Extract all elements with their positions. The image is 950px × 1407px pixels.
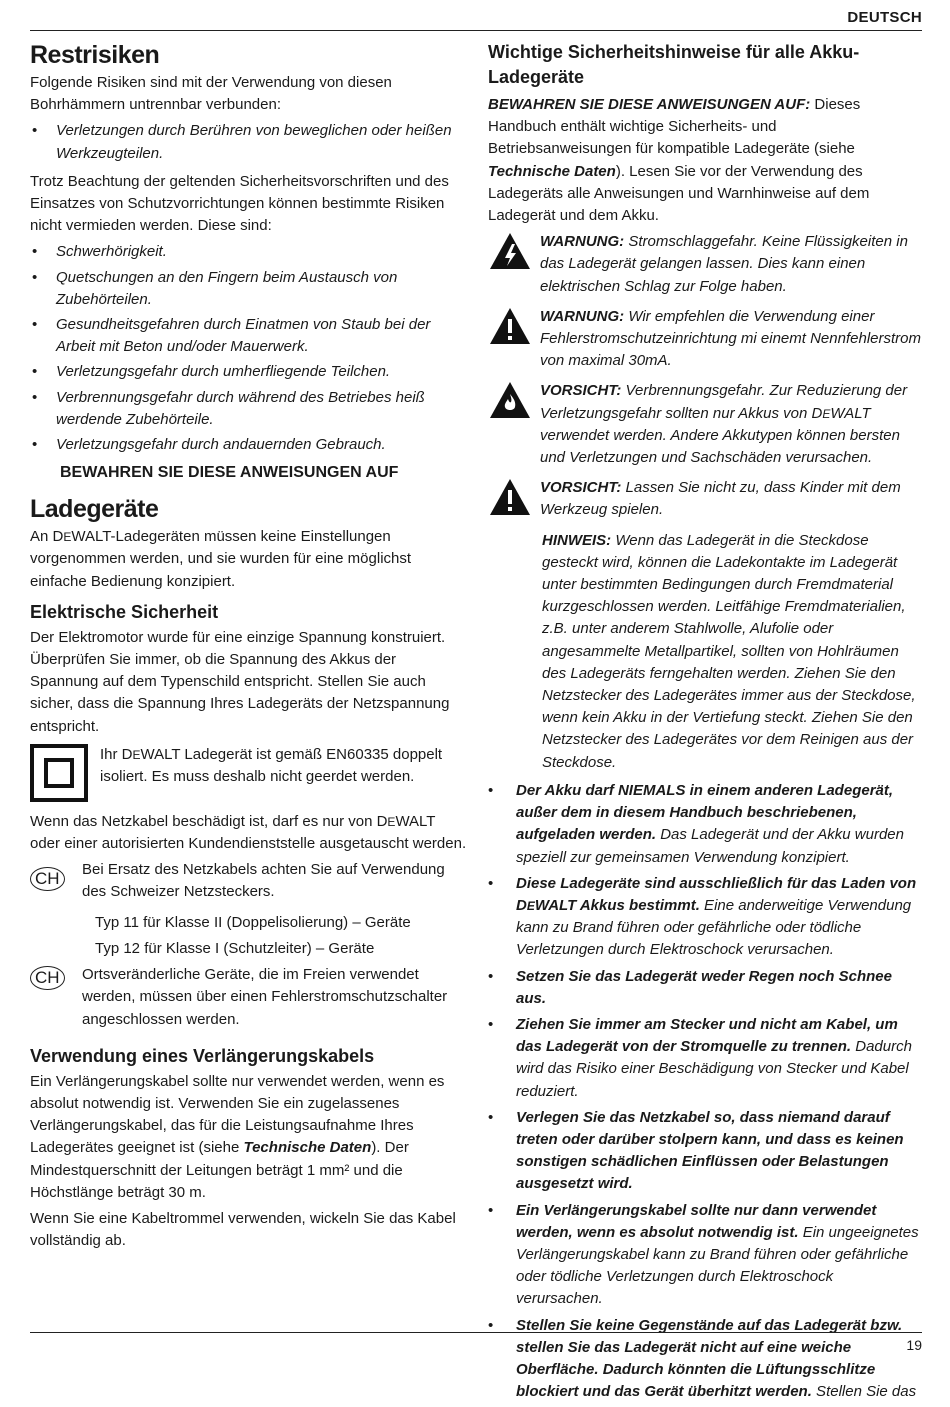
list-item: • Schwerhörigkeit.: [30, 241, 468, 263]
general-warning-icon: [488, 477, 540, 522]
ch-badge: CH: [30, 964, 82, 990]
section-title-verlaengerung: Verwendung eines Verlängerungskabels: [30, 1045, 375, 1066]
list-item: • Verbrennungsgefahr durch während des Betriebes heiß werdende Zubehörteile.: [30, 387, 468, 431]
ch-row-2: [30, 964, 468, 1035]
restrisiken-list-2: [30, 241, 468, 456]
section-title-sicherheitshinweise: Wichtige Sicherheitshinweise für alle Akku-Ladegeräte: [488, 42, 860, 87]
ch-row-1: [30, 859, 468, 907]
caution-burn-row: [488, 380, 922, 473]
list-item: • Ziehen Sie immer am Stecker und nicht am Kabel, um das Ladegerät von der Stromquelle zu trennen. Dadurch wird das Risiko einer Beschädigung von Stecker und Kabel reduziert.: [488, 1014, 922, 1103]
double-insulation-text: Ihr DEWALT Ladegerät ist gemäß EN60335 doppelt isoliert. Es muss deshalb nicht geerdet werden.: [100, 745, 443, 786]
caution-burn-text: VORSICHT: Verbrennungsgefahr. Zur Reduzierung der Verletzungsgefahr sollten nur Akkus von DEWALT verwendet werden. Andere Akkutypen können bersten und Verletzungen und Sachschäden verursachen.: [540, 382, 908, 467]
warning-rcd-row: [488, 306, 922, 377]
typ11-text: Typ 11 für Klasse II (Doppelisolierung) – Geräte: [95, 913, 411, 931]
restrisiken-intro: Folgende Risiken sind mit der Verwendung von diesen Bohrhämmern untrennbar verbunden:: [30, 74, 392, 114]
note-text: HINWEIS: Wenn das Ladegerät in die Steckdose gesteckt wird, können die Ladekontakte im Ladegerät unter bestimmten Bedingungen durch Fremdmaterial kurzgeschlossen werden. Leitfähige Fremdmaterialien, z.B. unter anderem Stahlwolle, Alufolie oder angesammelte Metallpartikel, sollten von Hohlräumen des Ladegeräts ferngehalten werden. Ziehen Sie den Netzstecker des Ladegerätes immer aus der Steckdose, wenn kein Akku in der Vertiefung steckt. Ziehen Sie den Netzstecker des Ladegerätes vor dem Reinigen aus der Steckdose.: [542, 531, 916, 771]
typ12-text: Typ 12 für Klasse I (Schutzleiter) – Geräte: [95, 939, 375, 957]
ch-text-2: Ortsveränderliche Geräte, die im Freien verwendet werden, müssen über einen Fehlerstromschutzschalter angeschlossen werden.: [82, 966, 448, 1028]
list-item: • Verletzungen durch Berühren von beweglichen oder heißen Werkzeugteilen.: [30, 120, 468, 164]
section-title-restrisiken: Restrisiken: [30, 41, 160, 69]
list-item: • Verletzungsgefahr durch andauernden Gebrauch.: [30, 434, 468, 456]
charger-safety-list: [488, 780, 922, 1403]
double-insulation-row: [30, 744, 468, 807]
right-column: [488, 40, 922, 1407]
list-item: • Gesundheitsgefahren durch Einatmen von Staub bei der Arbeit mit Beton und/oder Mauerwerk.: [30, 314, 468, 358]
header-rule: [30, 30, 922, 31]
header-language: DEUTSCH: [847, 9, 922, 26]
section-title-elektrische-sicherheit: Elektrische Sicherheit: [30, 601, 219, 622]
general-warning-icon: [488, 306, 540, 351]
warning-rcd-text: WARNUNG: Wir empfehlen die Verwendung einer Fehlerstromschutzeinrichtung mi einemt Nennfehlerstrom von maximal 30mA.: [540, 307, 921, 370]
warning-electric-row: [488, 231, 922, 302]
keep-instructions-heading: BEWAHREN SIE DIESE ANWEISUNGEN AUF: [60, 464, 399, 482]
restrisiken-text-2: Trotz Beachtung der geltenden Sicherheitsvorschriften und des Einsatzes von Schutzvorrichtungen können bestimmte Risiken nicht vermieden werden. Diese sind:: [30, 172, 449, 235]
caution-children-row: [488, 477, 922, 525]
caution-children-text: VORSICHT: Lassen Sie nicht zu, dass Kinder mit dem Werkzeug spielen.: [540, 479, 901, 519]
elektrisch-text: Der Elektromotor wurde für eine einzige Spannung konstruiert. Überprüfen Sie immer, ob die Spannung des Akkus der Spannung auf dem Typenschild entspricht. Stellen Sie auch sicher, dass die Spannung Ihres Ladegeräts der Netzspannung entspricht.: [30, 628, 450, 735]
page-number: 19: [906, 1337, 922, 1353]
section-title-ladegeraete: Ladegeräte: [30, 495, 159, 524]
list-item: • Diese Ladegeräte sind ausschließlich für das Laden von DEWALT Akkus bestimmt. Eine anderweitige Verwendung kann zu Brand führen oder gefährliche oder tödliche Verletzungen durch Elektroschock verursachen.: [488, 873, 922, 962]
keep-instructions-text: BEWAHREN SIE DIESE ANWEISUNGEN AUF: Dieses Handbuch enthält wichtige Sicherheits- und Betriebsanweisungen für kompatible Ladegeräte (siehe Technische Daten). Lesen Sie vor der Verwendung des Ladegeräts alle Anweisungen und Warnhinweise auf dem Ladegerät und dem Akku.: [488, 96, 870, 225]
fire-warning-icon: [488, 380, 540, 425]
electric-shock-warning-icon: [488, 231, 540, 276]
verlaengerung-text: Ein Verlängerungskabel sollte nur verwendet werden, wenn es absolut notwendig ist. Verwenden Sie ein zugelassenes Verlängerungskabel, das für die Leistungsaufnahme Ihres Ladegerätes geeignet ist (siehe Technische Daten). Der Mindestquerschnitt der Leitungen beträgt 1 mm² und die Höchstlänge beträgt 30 m.: [30, 1072, 445, 1201]
list-item: • Verlegen Sie das Netzkabel so, dass niemand darauf treten oder darüber stolpern kann, und dass es keinen sonstigen schädlichen Einflüssen oder Belastungen ausgesetzt wird.: [488, 1107, 922, 1196]
list-item: • Verletzungsgefahr durch umherfliegende Teilchen.: [30, 361, 468, 383]
ch-badge: CH: [30, 859, 82, 891]
ladegeraete-text: An DEWALT-Ladegeräten müssen keine Einstellungen vorgenommen werden, und sie wurden für eine möglichst einfache Bedienung konzipiert.: [30, 528, 412, 590]
restrisiken-list-1: [30, 120, 468, 164]
list-item: • Setzen Sie das Ladegerät weder Regen noch Schnee aus.: [488, 966, 922, 1010]
left-column: [30, 40, 468, 1256]
warning-electric-text: WARNUNG: Stromschlaggefahr. Keine Flüssigkeiten in das Ladegerät gelangen lassen. Dies kann einen elektrischen Schlag zur Folge haben.: [540, 233, 908, 295]
list-item: • Der Akku darf NIEMALS in einem anderen Ladegerät, außer dem in diesem Handbuch beschriebenen, aufgeladen werden. Das Ladegerät und der Akku wurden speziell zur gemeinsamen Verwendung konzipiert.: [488, 780, 922, 869]
footer-rule: [30, 1332, 922, 1333]
cable-replacement-text: Wenn das Netzkabel beschädigt ist, darf es nur von DEWALT oder einer autorisierten Kundendienststelle ausgetauscht werden.: [30, 812, 467, 853]
list-item: • Ein Verlängerungskabel sollte nur dann verwendet werden, wenn es absolut notwendig ist. Ein ungeeignetes Verlängerungskabel kann zu Brand führen oder gefährliche oder tödliche Verletzungen durch Elektroschock verursachen.: [488, 1200, 922, 1311]
verlaengerung-text-2: Wenn Sie eine Kabeltrommel verwenden, wickeln Sie das Kabel vollständig ab.: [30, 1209, 456, 1250]
double-insulation-icon: [30, 744, 100, 807]
ch-text-1: Bei Ersatz des Netzkabels achten Sie auf Verwendung des Schweizer Netzsteckers.: [82, 861, 445, 901]
list-item: • Quetschungen an den Fingern beim Austausch von Zubehörteilen.: [30, 267, 468, 311]
list-item: • Stellen Sie keine Gegenstände auf das Ladegerät bzw. stellen Sie das Ladegerät nicht auf eine weiche Oberfläche. Dadurch könnten die Lüftungsschlitze blockiert und das Gerät überhitzt werden. Stellen Sie das: [488, 1315, 922, 1404]
